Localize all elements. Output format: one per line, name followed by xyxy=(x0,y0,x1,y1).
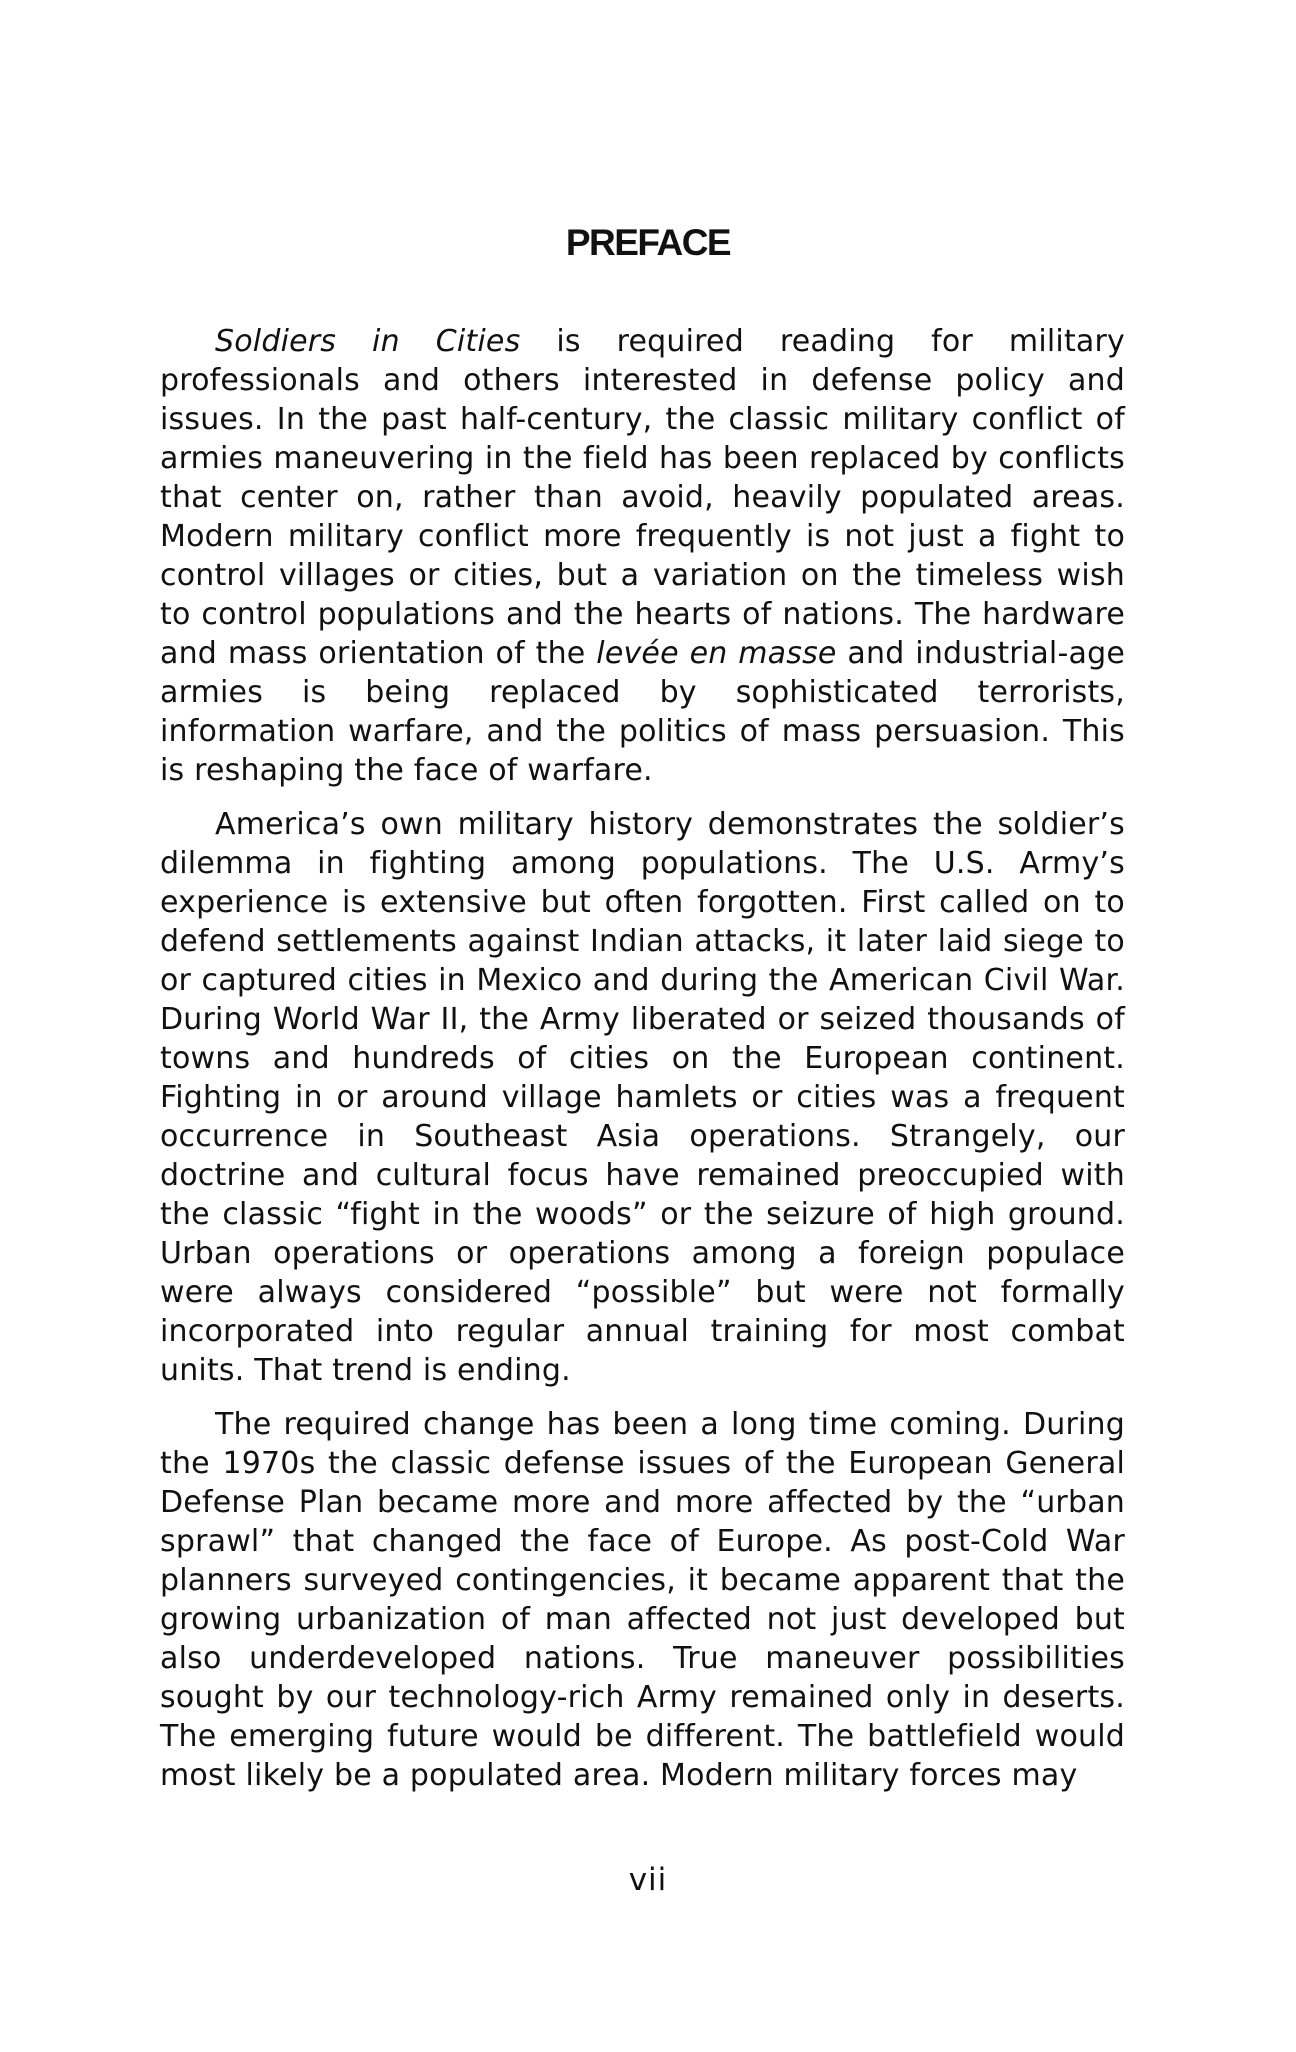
book-title-italic: Soldiers in Cities xyxy=(215,324,521,359)
page-number: vii xyxy=(628,1862,668,1898)
paragraph-2: America’s own military history demonstrates the soldier’s dilemma in fighting among populations. The U.S. Army’s experience is extensive but often forgotten. First called on to defend settlements against Indian attacks, it later laid siege to or captured cities in Mexico and during the American Civil War. During World War II, the Army liberated or seized thousands of towns and hundreds of cities on the European continent. Fighting in or around village hamlets or cities was a frequent occurrence in Southeast Asia operations. Strangely, our doctrine and cultural focus have remained preoccupied with the classic “fight in the woods” or the seizure of high ground. Urban operations or operations among a foreign populace were always considered “possible” but were not formally incorporated into regular annual training for most combat units. That trend is ending. xyxy=(160,807,1125,1388)
paragraph-3: The required change has been a long time coming. During the 1970s the classic defense issues of the European General Defense Plan became more and more affected by the “urban sprawl” that changed the face of Europe. As post-Cold War planners surveyed contingencies, it became apparent that the growing urbanization of man affected not just developed but also underdeveloped nations. True maneuver possibilities sought by our technology-rich Army remained only in deserts. The emerging future would be different. The battlefield would most likely be a populated area. Modern military forces may xyxy=(160,1407,1125,1793)
page-title: PREFACE xyxy=(565,222,731,263)
levee-en-masse-italic: levée en masse xyxy=(596,636,837,671)
paragraph-1 xyxy=(160,322,1125,790)
preface-body xyxy=(160,322,1125,1810)
paragraph-1-text-a: is required reading for military professionals and others interested in defense policy and issues. In the past half-century, the classic military conflict of armies maneuvering in the field has been replaced by conflicts that center on, rather than avoid, heavily populated areas. Modern military conflict more frequently is not just a fight to control villages or cities, but a variation on the timeless wish to control populations and the hearts of nations. The hardware and mass orientation of the xyxy=(160,324,1125,671)
paragraph-1-text-b: and industrial-age armies is being replaced by sophisticated terrorists, information warfare, and the politics of mass persuasion. This is reshaping the face of warfare. xyxy=(160,636,1125,788)
